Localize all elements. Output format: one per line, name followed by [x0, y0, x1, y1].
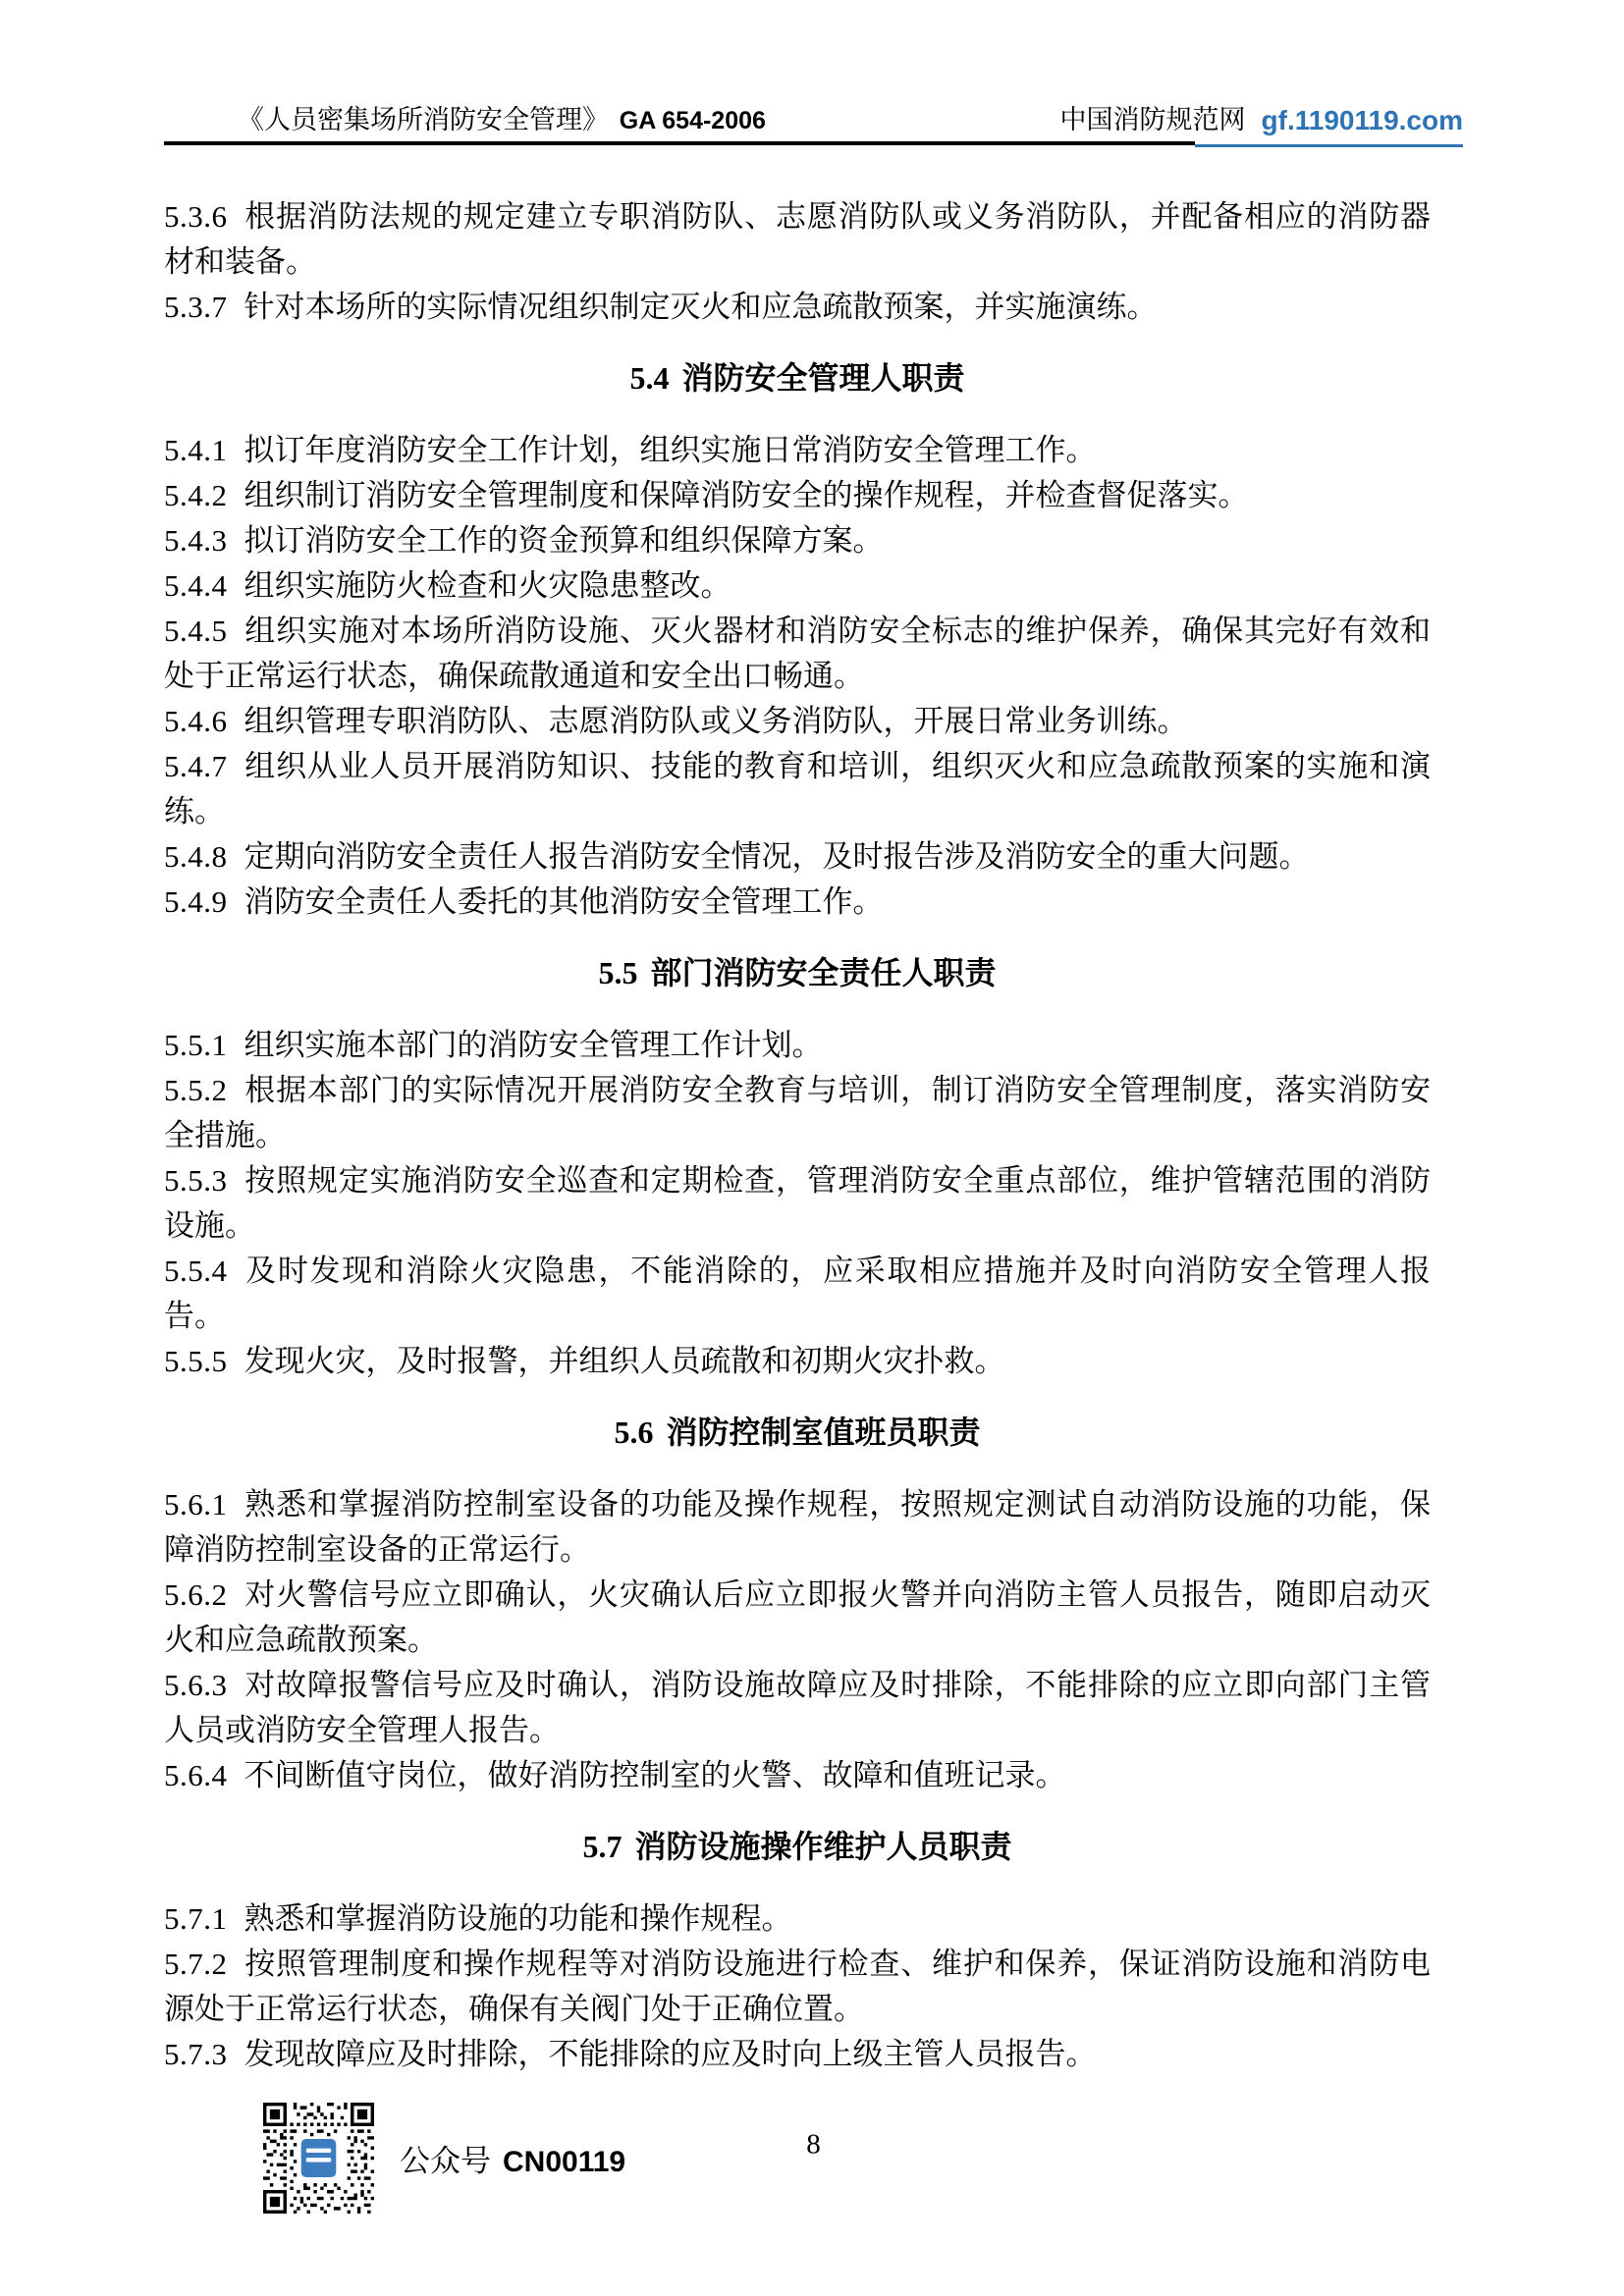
clause-text: 按照规定实施消防安全巡查和定期检查，管理消防安全重点部位，维护管辖范围的消防设施。	[164, 1163, 1431, 1243]
clause-text: 根据本部门的实际情况开展消防安全教育与培训，制订消防安全管理制度，落实消防安全措施。	[164, 1073, 1431, 1152]
section-number: 5.4	[629, 360, 670, 396]
clause-paragraph	[164, 518, 1431, 563]
clause-text: 组织制订消防安全管理制度和保障消防安全的操作规程，并检查督促落实。	[244, 478, 1249, 512]
clause-number: 5.4.2	[164, 478, 228, 512]
clause-paragraph	[164, 194, 1431, 285]
section-heading	[164, 1409, 1431, 1456]
clause-paragraph	[164, 699, 1431, 744]
clause-paragraph	[164, 1023, 1431, 1068]
clause-paragraph	[164, 1573, 1431, 1663]
header-row	[164, 98, 1463, 145]
clause-text: 拟订消防安全工作的资金预算和组织保障方案。	[244, 523, 884, 558]
page-footer	[164, 2103, 1463, 2214]
clause-paragraph	[164, 1482, 1431, 1573]
section-heading	[164, 949, 1431, 996]
clause-number: 5.4.7	[164, 749, 228, 783]
clause-number: 5.7.3	[164, 2037, 228, 2071]
clause-paragraph	[164, 563, 1431, 609]
clause-paragraph	[164, 880, 1431, 925]
section-title: 消防设施操作维护人员职责	[634, 1829, 1012, 1864]
clause-text: 组织管理专职消防队、志愿消防队或义务消防队，开展日常业务训练。	[244, 704, 1188, 738]
clause-number: 5.4.4	[164, 568, 228, 603]
clause-number: 5.4.9	[164, 884, 228, 919]
clause-text: 定期向消防安全责任人报告消防安全情况，及时报告涉及消防安全的重大问题。	[244, 839, 1310, 874]
clause-number: 5.3.7	[164, 290, 228, 324]
clause-number: 5.6.2	[164, 1577, 228, 1612]
site-info	[1060, 98, 1463, 136]
site-url-link[interactable]: gf.1190119.com	[1261, 105, 1463, 135]
clause-paragraph	[164, 1753, 1431, 1798]
clause-paragraph	[164, 428, 1431, 473]
clause-number: 5.7.2	[164, 1947, 228, 1981]
clause-text: 按照管理制度和操作规程等对消防设施进行检查、维护和保养，保证消防设施和消防电源处于正常运行状态，确保有关阀门处于正确位置。	[164, 1947, 1431, 2026]
clause-text: 不间断值守岗位，做好消防控制室的火警、故障和值班记录。	[244, 1758, 1066, 1792]
clause-number: 5.5.3	[164, 1163, 228, 1198]
clause-text: 组织实施防火检查和火灾隐患整改。	[244, 568, 731, 603]
clause-paragraph	[164, 473, 1431, 518]
clause-number: 5.5.1	[164, 1028, 228, 1062]
section-heading	[164, 1823, 1431, 1870]
section-heading	[164, 354, 1431, 401]
page-header	[164, 0, 1463, 145]
document-body	[164, 194, 1431, 2077]
page-number: 8	[806, 2128, 821, 2161]
clause-number: 5.6.4	[164, 1758, 228, 1792]
clause-number: 5.7.1	[164, 1901, 228, 1936]
header-rule-black	[164, 141, 1195, 145]
qr-caption-code: CN00119	[503, 2146, 626, 2178]
qr-code-icon	[263, 2103, 374, 2214]
clause-text: 针对本场所的实际情况组织制定灭火和应急疏散预案，并实施演练。	[244, 290, 1158, 324]
clause-number: 5.6.1	[164, 1487, 228, 1522]
clause-number: 5.4.6	[164, 704, 228, 738]
clause-paragraph	[164, 1942, 1431, 2032]
clause-number: 5.4.1	[164, 433, 228, 467]
clause-text: 组织实施对本场所消防设施、灭火器材和消防安全标志的维护保养，确保其完好有效和处于正常运行状态，确保疏散通道和安全出口畅通。	[164, 614, 1431, 693]
clause-text: 发现火灾，及时报警，并组织人员疏散和初期火灾扑救。	[244, 1344, 1005, 1378]
clause-text: 熟悉和掌握消防设施的功能和操作规程。	[244, 1901, 792, 1936]
qr-caption-prefix: 公众号	[400, 2144, 491, 2178]
clause-text: 熟悉和掌握消防控制室设备的功能及操作规程，按照规定测试自动消防设施的功能，保障消防控制室设备的正常运行。	[164, 1487, 1431, 1567]
document-title-text: 《人员密集场所消防安全管理》	[238, 105, 609, 134]
clause-number: 5.5.5	[164, 1344, 228, 1378]
document-standard-code: GA 654-2006	[619, 107, 766, 134]
section-title: 消防安全管理人职责	[681, 360, 965, 396]
clause-paragraph	[164, 285, 1431, 330]
clause-text: 根据消防法规的规定建立专职消防队、志愿消防队或义务消防队，并配备相应的消防器材和装备。	[164, 199, 1431, 279]
clause-paragraph	[164, 609, 1431, 699]
section-number: 5.7	[582, 1829, 623, 1864]
clause-number: 5.6.3	[164, 1668, 228, 1702]
clause-paragraph	[164, 1663, 1431, 1753]
document-title	[164, 98, 766, 136]
clause-number: 5.5.2	[164, 1073, 228, 1107]
clause-paragraph	[164, 2032, 1431, 2077]
qr-caption	[400, 2136, 625, 2180]
clause-paragraph	[164, 1158, 1431, 1249]
clause-text: 对故障报警信号应及时确认，消防设施故障应及时排除，不能排除的应立即向部门主管人员或消防安全管理人报告。	[164, 1668, 1431, 1747]
clause-text: 发现故障应及时排除，不能排除的应及时向上级主管人员报告。	[244, 2037, 1097, 2071]
header-rule-blue	[1195, 144, 1463, 147]
section-number: 5.5	[598, 955, 638, 990]
section-title: 消防控制室值班员职责	[666, 1415, 981, 1450]
clause-text: 拟订年度消防安全工作计划，组织实施日常消防安全管理工作。	[244, 433, 1097, 467]
clause-number: 5.4.3	[164, 523, 228, 558]
clause-number: 5.5.4	[164, 1254, 228, 1288]
clause-paragraph	[164, 1249, 1431, 1339]
clause-number: 5.4.8	[164, 839, 228, 874]
clause-paragraph	[164, 1339, 1431, 1384]
clause-text: 组织从业人员开展消防知识、技能的教育和培训，组织灭火和应急疏散预案的实施和演练。	[164, 749, 1431, 828]
clause-text: 及时发现和消除火灾隐患，不能消除的，应采取相应措施并及时向消防安全管理人报告。	[164, 1254, 1431, 1333]
clause-text: 对火警信号应立即确认，火灾确认后应立即报火警并向消防主管人员报告，随即启动灭火和应急疏散预案。	[164, 1577, 1431, 1657]
section-title: 部门消防安全责任人职责	[650, 955, 997, 990]
clause-text: 消防安全责任人委托的其他消防安全管理工作。	[244, 884, 884, 919]
clause-paragraph	[164, 1896, 1431, 1942]
clause-paragraph	[164, 834, 1431, 880]
clause-paragraph	[164, 744, 1431, 834]
clause-number: 5.4.5	[164, 614, 228, 648]
clause-number: 5.3.6	[164, 199, 228, 234]
section-number: 5.6	[614, 1415, 654, 1450]
site-name-label: 中国消防规范网	[1059, 105, 1246, 134]
clause-paragraph	[164, 1068, 1431, 1158]
clause-text: 组织实施本部门的消防安全管理工作计划。	[244, 1028, 823, 1062]
